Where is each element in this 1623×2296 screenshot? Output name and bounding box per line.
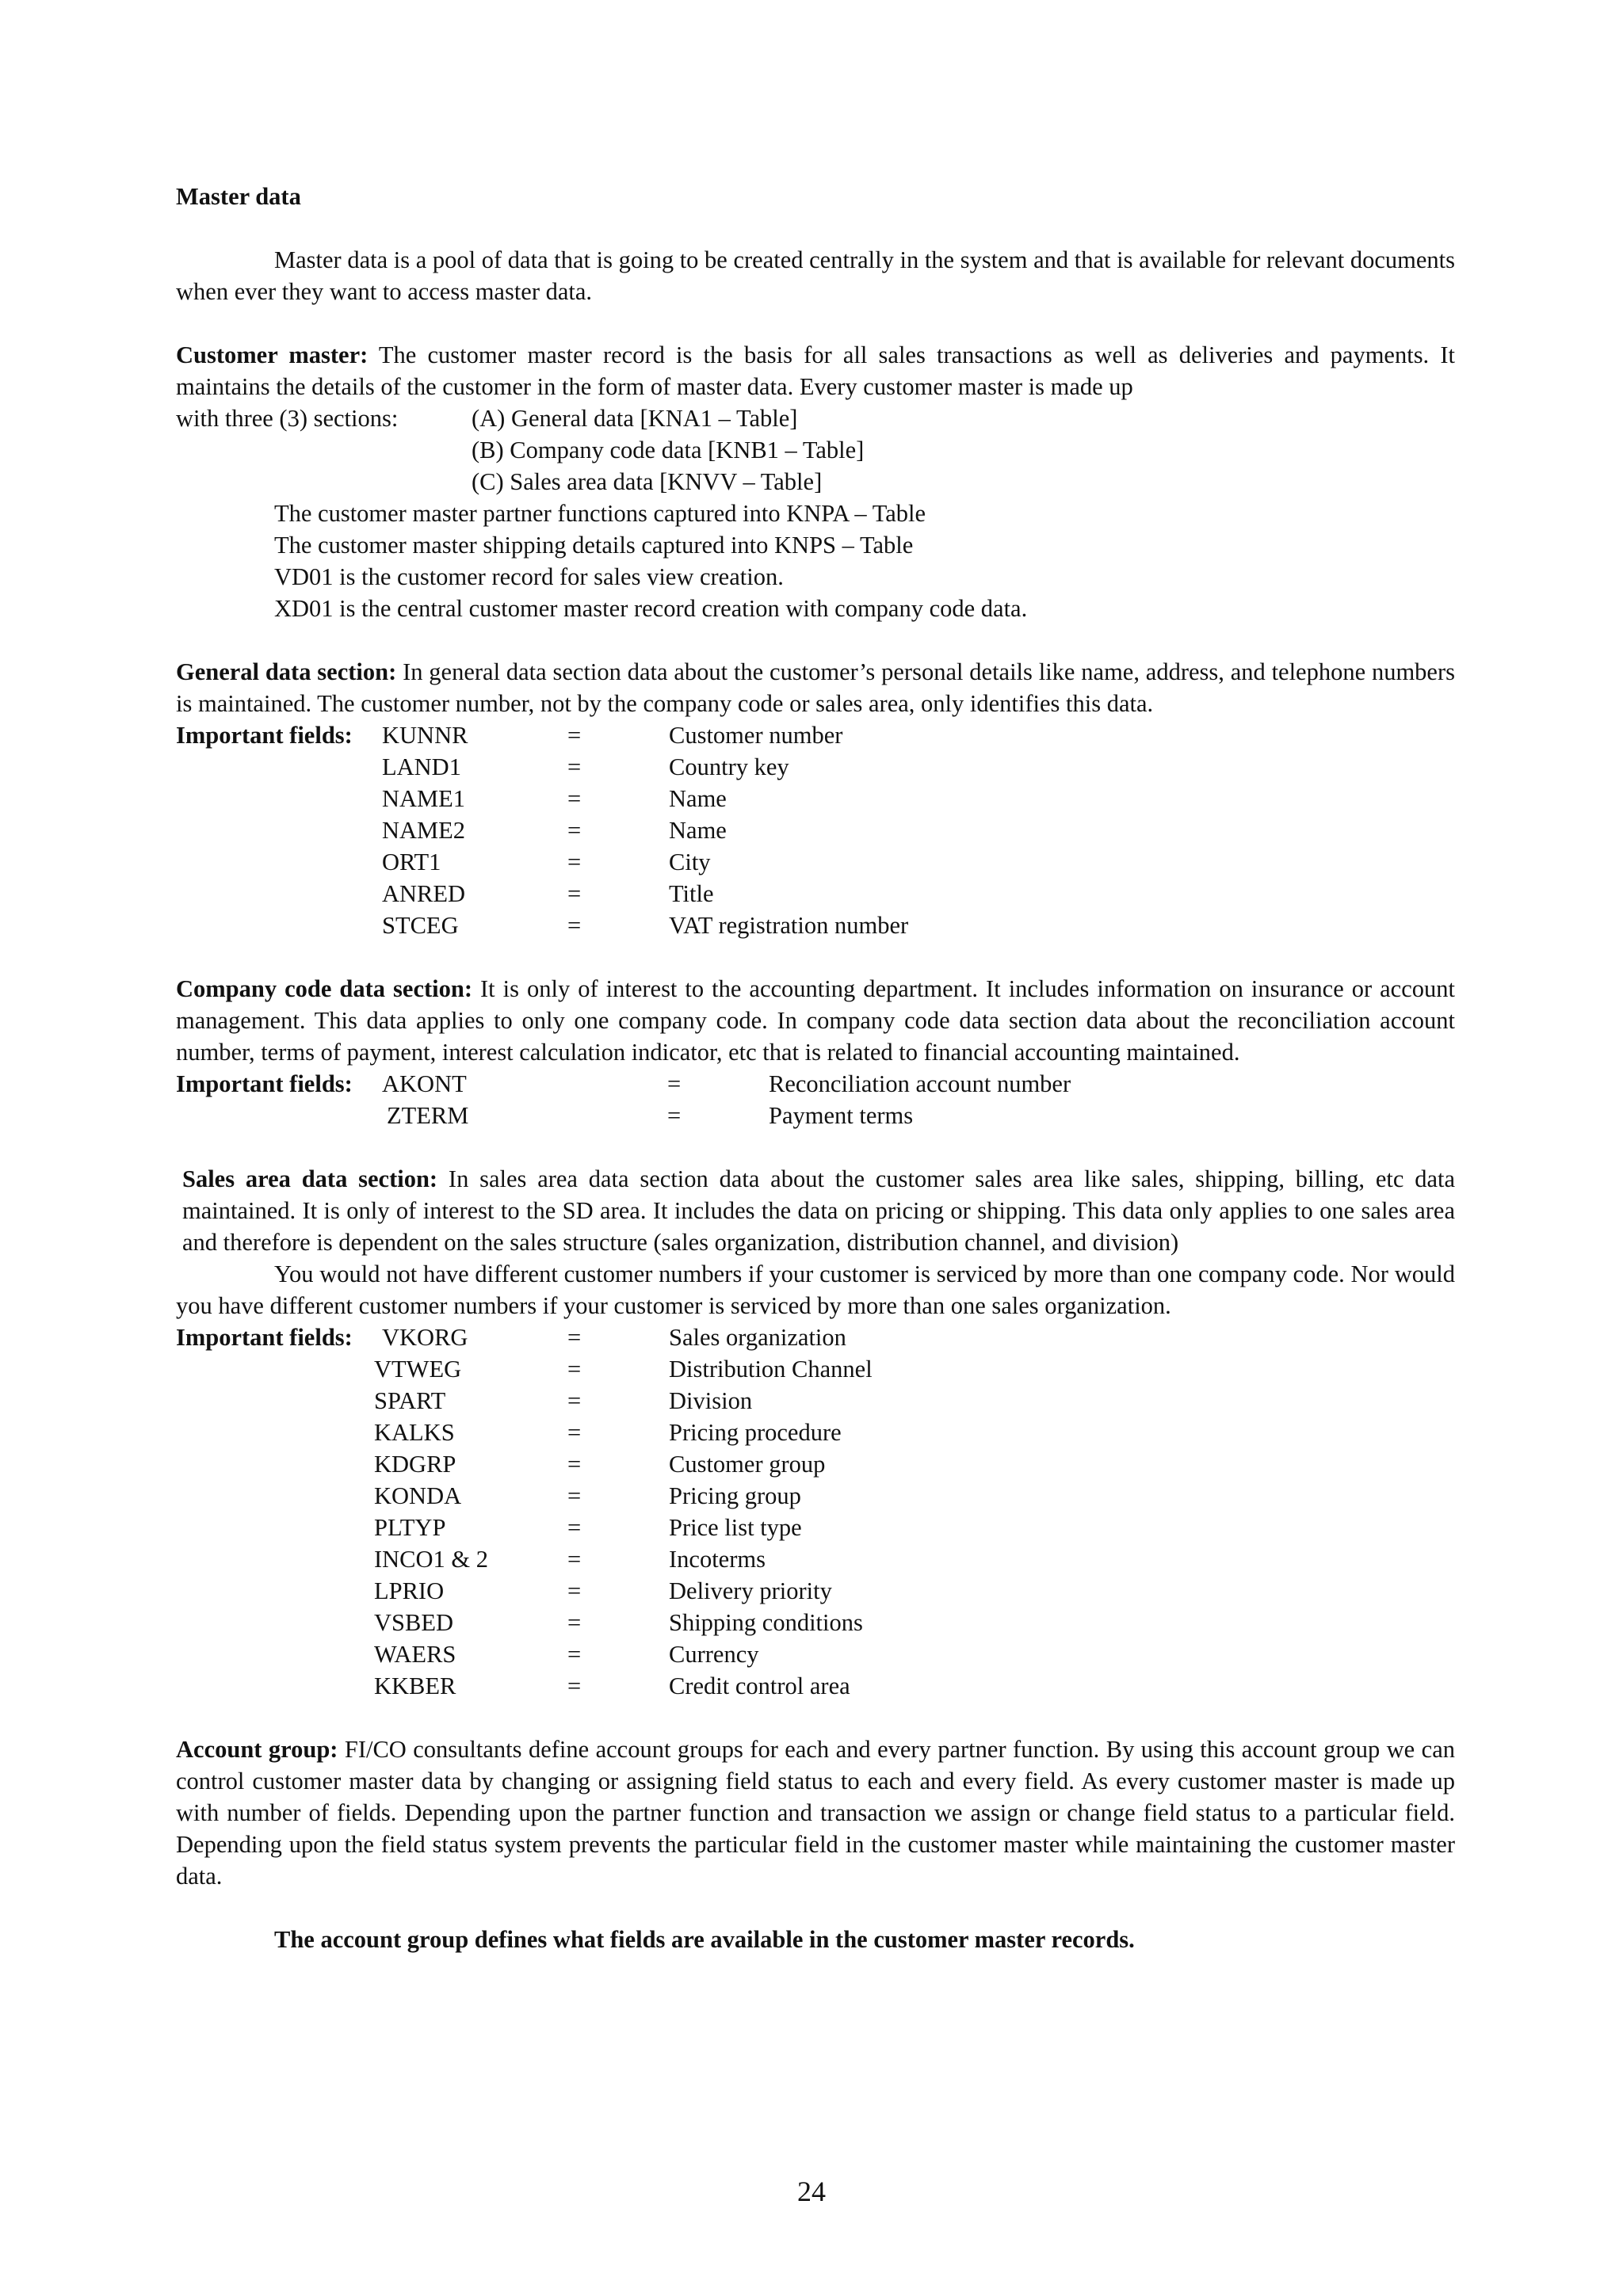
account-group-conclusion: The account group defines what fields are available in the customer master records.	[274, 1926, 1135, 1953]
field-description: Pricing group	[669, 1482, 801, 1509]
field-code: NAME1	[382, 785, 466, 812]
field-equals: =	[567, 753, 582, 780]
field-description: Country key	[669, 753, 789, 780]
field-code: KKBER	[374, 1672, 456, 1699]
field-description: Incoterms	[669, 1546, 766, 1573]
field-description: Customer number	[669, 722, 843, 749]
field-row	[176, 1512, 1455, 1543]
field-equals: =	[567, 722, 582, 749]
note-vd01: VD01 is the customer record for sales view creation.	[274, 563, 784, 590]
field-description: City	[669, 849, 711, 875]
field-description: Sales organization	[669, 1324, 846, 1351]
field-equals: =	[567, 1514, 582, 1541]
field-row	[176, 1100, 1455, 1131]
customer-master-label: Customer master:	[176, 341, 369, 368]
field-row	[176, 783, 1455, 814]
account-group-text: FI/CO consultants define account groups for each and every partner function. By using this account group we can control customer master data by changing or assigning field status to each and every field. As every customer master is made up with number of fields. Depending upon the partner function and transaction we assign or change field status to a particular field. Depending upon the field status system prevents the particular field in the customer master while maintaining the customer master data.	[176, 1736, 1455, 1890]
field-description: Shipping conditions	[669, 1609, 863, 1636]
company-code-fields	[176, 1068, 1455, 1131]
field-equals: =	[567, 1419, 582, 1446]
master-data-heading: Master data	[176, 183, 301, 210]
field-description: Distribution Channel	[669, 1356, 873, 1383]
important-fields-label: Important fields:	[176, 722, 353, 749]
field-row	[176, 878, 1455, 910]
field-equals: =	[567, 912, 582, 939]
field-equals: =	[667, 1102, 682, 1129]
field-description: Delivery priority	[669, 1577, 832, 1604]
field-code: STCEG	[382, 912, 459, 939]
field-equals: =	[567, 1356, 582, 1383]
field-code: VTWEG	[374, 1356, 462, 1383]
account-group-label: Account group:	[176, 1736, 338, 1763]
field-code: VSBED	[374, 1609, 453, 1636]
important-fields-label: Important fields:	[176, 1070, 353, 1097]
field-row	[176, 814, 1455, 846]
customer-master-paragraph	[176, 339, 1455, 402]
field-row	[176, 1575, 1455, 1607]
field-description: Pricing procedure	[669, 1419, 842, 1446]
field-code: ANRED	[382, 880, 466, 907]
field-equals: =	[567, 817, 582, 844]
field-row	[176, 1322, 1455, 1353]
field-row	[176, 719, 1455, 751]
field-description: VAT registration number	[669, 912, 909, 939]
field-equals: =	[567, 1672, 582, 1699]
field-description: Currency	[669, 1641, 759, 1668]
general-data-text: In general data section data about the customer’s personal details like name, address, and telephone numbers is maintained. The customer number, not by the company code or sales area, only identifies this data.	[176, 658, 1456, 717]
field-code: KUNNR	[382, 722, 468, 749]
general-data-label: General data section:	[176, 658, 397, 685]
section-a: (A) General data [KNA1 – Table]	[472, 405, 798, 432]
field-row	[176, 1385, 1455, 1417]
page-number: 24	[797, 2176, 826, 2207]
field-code: LPRIO	[374, 1577, 445, 1604]
field-description: Division	[669, 1387, 753, 1414]
field-row	[176, 1670, 1455, 1702]
field-code: ZTERM	[387, 1102, 469, 1129]
field-equals: =	[567, 1451, 582, 1478]
company-code-text: It is only of interest to the accounting department. It includes information on insurance or account management. This data applies to only one company code. In company code data section data about the reconciliation account number, terms of payment, interest calculation indicator, etc that is related to financial accounting maintained.	[176, 975, 1455, 1066]
note-xd01: XD01 is the central customer master record creation with company code data.	[274, 595, 1028, 622]
field-row	[176, 1448, 1455, 1480]
field-equals: =	[567, 849, 582, 875]
field-row	[176, 1417, 1455, 1448]
sales-area-paragraph	[176, 1163, 1455, 1258]
field-code: ORT1	[382, 849, 441, 875]
document-page	[176, 181, 1455, 1955]
field-equals: =	[567, 1609, 582, 1636]
field-row	[176, 1480, 1455, 1512]
field-equals: =	[567, 1641, 582, 1668]
field-code: PLTYP	[374, 1514, 446, 1541]
section-c: (C) Sales area data [KNVV – Table]	[472, 468, 823, 495]
field-equals: =	[567, 1387, 582, 1414]
field-row	[176, 1353, 1455, 1385]
field-description: Credit control area	[669, 1672, 850, 1699]
sales-area-fields	[176, 1322, 1455, 1702]
note-knpa: The customer master partner functions captured into KNPA – Table	[274, 500, 926, 527]
company-code-paragraph	[176, 973, 1455, 1068]
field-description: Name	[669, 817, 727, 844]
field-code: WAERS	[374, 1641, 456, 1668]
field-code: KALKS	[374, 1419, 455, 1446]
field-code: VKORG	[382, 1324, 468, 1351]
field-code: KONDA	[374, 1482, 462, 1509]
field-row	[176, 846, 1455, 878]
sales-area-text: In sales area data section data about the customer sales area like sales, shipping, billing, etc data maintained. It is only of interest to the SD area. It includes the data on pricing or shipping. This data only applies to one sales area and therefore is dependent on the sales structure (sales organization, distribution channel, and division)	[182, 1165, 1456, 1256]
account-group-paragraph	[176, 1733, 1455, 1892]
field-code: LAND1	[382, 753, 461, 780]
sales-area-label: Sales area data section:	[182, 1165, 438, 1192]
customer-master-text: The customer master record is the basis for all sales transactions as well as deliveries and payments. It maintains the details of the customer in the form of master data. Every customer master is made up	[176, 341, 1455, 400]
field-equals: =	[567, 880, 582, 907]
field-description: Payment terms	[769, 1102, 914, 1129]
field-row	[176, 1543, 1455, 1575]
field-code: INCO1 & 2	[374, 1546, 489, 1573]
field-row	[176, 1607, 1455, 1638]
sections-intro: with three (3) sections:	[176, 405, 399, 432]
field-equals: =	[667, 1070, 682, 1097]
field-equals: =	[567, 1546, 582, 1573]
master-data-paragraph: Master data is a pool of data that is going to be created centrally in the system and that is available for relevant documents when ever they want to access master data.	[176, 246, 1455, 305]
field-description: Customer group	[669, 1451, 826, 1478]
field-description: Name	[669, 785, 727, 812]
general-data-fields	[176, 719, 1455, 941]
section-b: (B) Company code data [KNB1 – Table]	[472, 437, 865, 463]
sections-line-2	[176, 434, 1455, 466]
sales-area-paragraph-2: You would not have different customer numbers if your customer is serviced by more than one company code. Nor would you have different customer numbers if your customer is serviced by more than one sales organization.	[176, 1261, 1455, 1319]
sections-line-3	[176, 466, 1455, 498]
field-row	[176, 910, 1455, 941]
general-data-paragraph	[176, 656, 1455, 719]
field-code: NAME2	[382, 817, 466, 844]
note-knps: The customer master shipping details captured into KNPS – Table	[274, 532, 914, 559]
field-row	[176, 1638, 1455, 1670]
field-equals: =	[567, 1577, 582, 1604]
sections-line-1	[176, 402, 1455, 434]
field-code: SPART	[374, 1387, 446, 1414]
field-row	[176, 751, 1455, 783]
field-equals: =	[567, 1482, 582, 1509]
field-equals: =	[567, 785, 582, 812]
field-equals: =	[567, 1324, 582, 1351]
important-fields-label: Important fields:	[176, 1324, 353, 1351]
field-description: Title	[669, 880, 714, 907]
field-code: KDGRP	[374, 1451, 456, 1478]
field-code: AKONT	[382, 1070, 467, 1097]
field-description: Reconciliation account number	[769, 1070, 1071, 1097]
field-row	[176, 1068, 1455, 1100]
field-description: Price list type	[669, 1514, 802, 1541]
company-code-label: Company code data section:	[176, 975, 472, 1002]
